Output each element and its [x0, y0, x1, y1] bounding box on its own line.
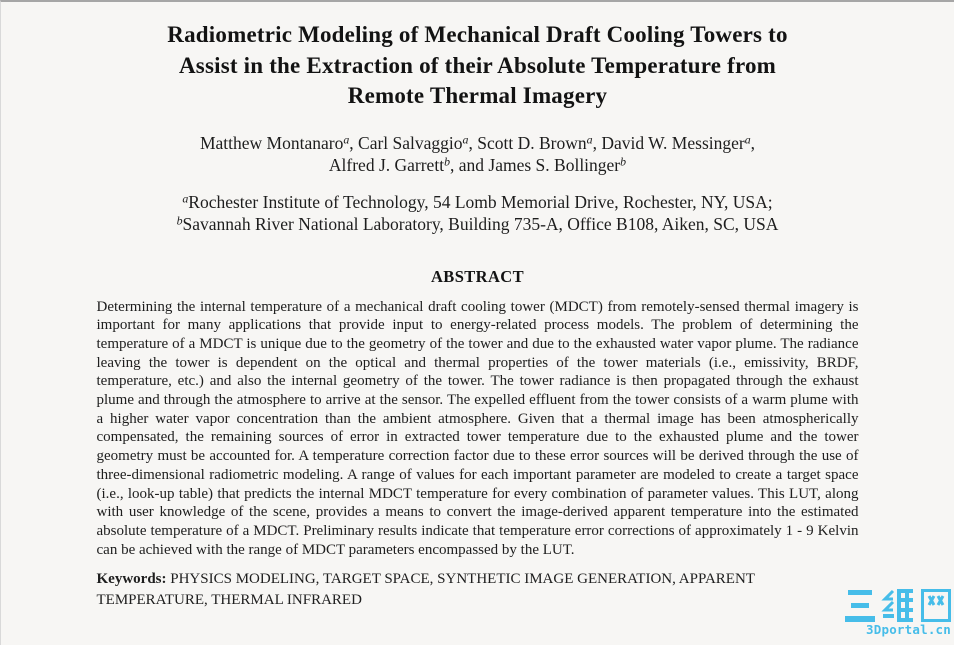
title-line-2: Assist in the Extraction of their Absolute Temperature from [179, 52, 776, 78]
authors-line-1: Matthew Montanaro$^a$, Carl Salvaggio$^a$, Scott D. Brown$^a$, David W. Messinger$^a$, [199, 132, 756, 153]
watermark-cjk-icon [845, 589, 951, 623]
abstract-body: Determining the internal temperature of a mechanical draft cooling tower (MDCT) from remotely-sensed thermal imagery is important for many applications that provide input to energy-related process models. The problem of determining the temperature of a MDCT is unique due to the geometry of the tower and due to the exhausted water vapor plume. The radiance leaving the tower is dependent on the optical and thermal properties of the tower materials (i.e., emissivity, BRDF, temperature, etc.) and also the internal geometry of the tower. The tower radiance is then propagated through the exhaust plume and through the atmosphere to arrive at the sensor. The expelled effluent from the tower consists of a warm plume with a higher water vapor concentration than the ambient atmosphere. Given that a thermal image has been atmospherically compensated, the remaining sources of error in extracted tower temperature due to the exhausted plume and the tower geometry must be accounted for. A temperature correction factor due to these error sources will be derived through the use of three-dimensional radiometric modeling. A range of values for each important parameter are modeled to create a target space (i.e., look-up table) that predicts the internal MDCT temperature for every combination of parameter values. This LUT, along with user knowledge of the scene, provides a means to convert the image-derived apparent temperature into the estimated absolute temperature of a MDCT. Preliminary results indicate that temperature error corrections of approximately 1 - 9 Kelvin can be achieved with the range of MDCT parameters encompassed by the LUT. [96, 298, 859, 558]
keywords-block [97, 569, 859, 611]
affiliation-line-2: $^b$Savannah River National Laboratory, Building 735-A, Office B108, Aiken, SC, USA [176, 213, 779, 234]
keywords-label: Keywords: [96, 571, 167, 588]
title-line-3: Remote Thermal Imagery [347, 83, 608, 108]
authors-line-2: Alfred J. Garrett$^b$, and James S. Bollinger$^b$ [328, 154, 627, 175]
title-line-1: Radiometric Modeling of Mechanical Draft Cooling Towers to [167, 22, 788, 47]
watermark [843, 589, 951, 636]
author-list [1, 132, 954, 176]
affiliation-list [1, 191, 954, 236]
paper-title [1, 20, 954, 112]
keywords-text: PHYSICS MODELING, TARGET SPACE, SYNTHETIC IMAGE GENERATION, APPARENT TEMPERATURE, THERMAL INFRARED [96, 571, 755, 609]
watermark-domain: 3Dportal.cn [866, 622, 951, 637]
affiliation-line-1: $^a$Rochester Institute of Technology, 54 Lomb Memorial Drive, Rochester, NY, USA; [182, 191, 773, 212]
abstract-heading: ABSTRACT [430, 266, 525, 286]
